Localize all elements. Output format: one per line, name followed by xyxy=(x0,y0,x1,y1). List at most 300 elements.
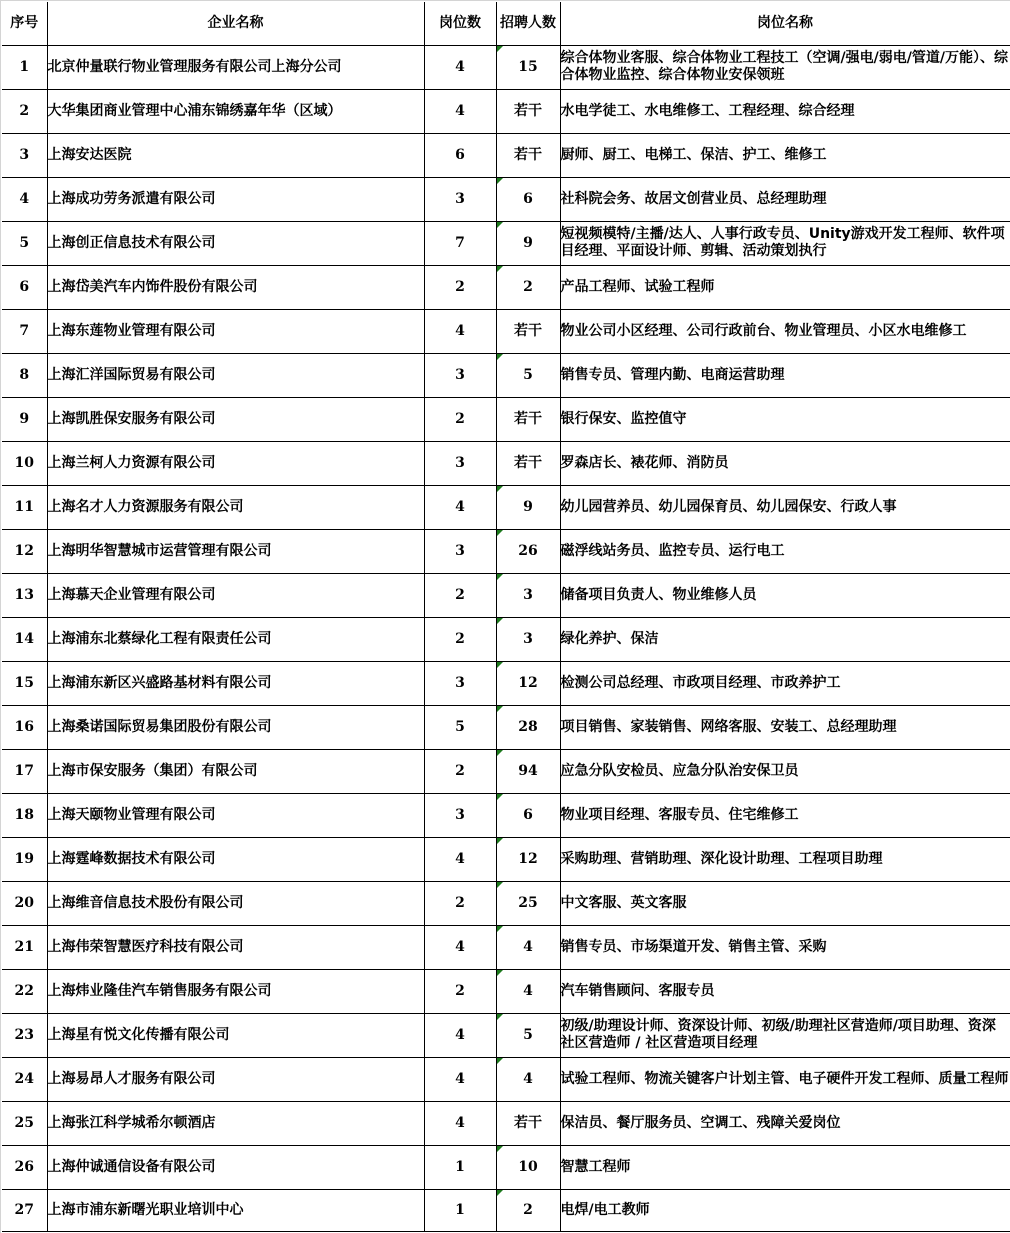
cell-job-titles[interactable] xyxy=(560,749,1010,793)
job-titles-text: 物业项目经理、客服专员、住宅维修工 xyxy=(560,806,799,823)
headcount-value: 15 xyxy=(518,58,538,75)
index-value: 26 xyxy=(14,1158,34,1175)
company-name: 北京仲量联行物业管理服务有限公司上海分公司 xyxy=(47,58,342,75)
table-row xyxy=(2,221,1010,265)
cell-comment-marker-icon xyxy=(497,794,503,800)
header-index[interactable]: 序号 xyxy=(2,2,47,45)
header-job-titles[interactable]: 岗位名称 xyxy=(560,2,1010,45)
table-row xyxy=(2,793,1010,837)
cell-headcount[interactable] xyxy=(496,353,560,397)
headcount-value: 10 xyxy=(518,1158,538,1175)
cell-company[interactable] xyxy=(47,1057,424,1101)
headcount-value: 5 xyxy=(523,1026,533,1043)
index-value: 25 xyxy=(14,1114,34,1131)
company-name: 上海星有悦文化传播有限公司 xyxy=(47,1026,230,1043)
positions-value: 2 xyxy=(455,982,465,999)
cell-job-titles[interactable] xyxy=(560,617,1010,661)
header-headcount[interactable]: 招聘人数 xyxy=(496,2,560,45)
cell-headcount[interactable] xyxy=(496,837,560,881)
cell-company[interactable] xyxy=(47,617,424,661)
positions-value: 3 xyxy=(455,542,465,559)
company-name: 上海仲诚通信设备有限公司 xyxy=(47,1158,216,1175)
job-titles-text: 汽车销售顾问、客服专员 xyxy=(560,982,715,999)
cell-headcount[interactable] xyxy=(496,661,560,705)
index-value: 9 xyxy=(19,410,30,427)
positions-value: 4 xyxy=(455,1070,465,1087)
cell-comment-marker-icon xyxy=(497,266,503,272)
cell-company[interactable] xyxy=(47,925,424,969)
cell-headcount[interactable] xyxy=(496,1145,560,1189)
cell-company[interactable] xyxy=(47,1189,424,1231)
cell-job-titles[interactable] xyxy=(560,1145,1010,1189)
index-value: 5 xyxy=(19,234,30,251)
cell-headcount[interactable] xyxy=(496,485,560,529)
job-titles-text: 初级/助理设计师、资深设计师、初级/助理社区营造师/项目助理、资深社区营造师 / 社区营造项目经理 xyxy=(560,1018,996,1051)
positions-value: 2 xyxy=(455,630,465,647)
cell-job-titles[interactable] xyxy=(560,397,1010,441)
cell-headcount[interactable] xyxy=(496,1013,560,1057)
cell-positions[interactable] xyxy=(424,837,496,881)
table-row xyxy=(2,89,1010,133)
cell-company[interactable] xyxy=(47,441,424,485)
cell-headcount[interactable] xyxy=(496,221,560,265)
cell-headcount[interactable] xyxy=(496,705,560,749)
cell-positions[interactable] xyxy=(424,309,496,353)
cell-index[interactable] xyxy=(2,353,47,397)
company-name: 上海市浦东新曙光职业培训中心 xyxy=(47,1201,244,1218)
cell-headcount[interactable] xyxy=(496,969,560,1013)
company-name: 上海岱美汽车内饰件股份有限公司 xyxy=(47,278,258,295)
cell-job-titles[interactable] xyxy=(560,177,1010,221)
cell-index[interactable] xyxy=(2,397,47,441)
company-name: 上海维音信息技术股份有限公司 xyxy=(47,894,244,911)
cell-headcount[interactable] xyxy=(496,881,560,925)
cell-headcount[interactable] xyxy=(496,793,560,837)
cell-job-titles[interactable] xyxy=(560,441,1010,485)
cell-index[interactable] xyxy=(2,89,47,133)
cell-company[interactable] xyxy=(47,221,424,265)
headcount-value: 28 xyxy=(518,718,538,735)
cell-index[interactable] xyxy=(2,705,47,749)
company-name: 上海霆峰数据技术有限公司 xyxy=(47,850,216,867)
cell-index[interactable] xyxy=(2,749,47,793)
cell-comment-marker-icon xyxy=(497,354,503,360)
job-titles-text: 试验工程师、物流关键客户计划主管、电子硬件开发工程师、质量工程师 xyxy=(560,1070,1009,1087)
positions-value: 4 xyxy=(455,1114,465,1131)
headcount-value: 6 xyxy=(523,190,533,207)
headcount-value: 3 xyxy=(523,586,533,603)
cell-positions[interactable] xyxy=(424,177,496,221)
cell-comment-marker-icon xyxy=(497,486,503,492)
index-value: 8 xyxy=(19,366,30,383)
table-row xyxy=(2,1057,1010,1101)
company-name: 上海浦东北蔡绿化工程有限责任公司 xyxy=(47,630,272,647)
cell-index[interactable] xyxy=(2,45,47,89)
company-name: 上海名才人力资源服务有限公司 xyxy=(47,498,244,515)
cell-index[interactable] xyxy=(2,177,47,221)
cell-index[interactable] xyxy=(2,441,47,485)
company-name: 上海汇洋国际贸易有限公司 xyxy=(47,366,216,383)
index-value: 12 xyxy=(14,542,34,559)
positions-value: 3 xyxy=(455,366,465,383)
positions-value: 4 xyxy=(455,1026,465,1043)
cell-company[interactable] xyxy=(47,133,424,177)
index-value: 3 xyxy=(19,146,30,163)
recruitment-table xyxy=(2,2,1010,1232)
cell-comment-marker-icon xyxy=(497,1058,503,1064)
cell-positions[interactable] xyxy=(424,441,496,485)
index-value: 2 xyxy=(19,102,30,119)
headcount-value: 若干 xyxy=(514,102,542,119)
table-row xyxy=(2,617,1010,661)
job-titles-text: 绿化养护、保洁 xyxy=(560,630,659,647)
cell-positions[interactable] xyxy=(424,925,496,969)
cell-positions[interactable] xyxy=(424,133,496,177)
table-row xyxy=(2,749,1010,793)
company-name: 上海慕天企业管理有限公司 xyxy=(47,586,216,603)
positions-value: 3 xyxy=(455,806,465,823)
positions-value: 4 xyxy=(455,498,465,515)
index-value: 14 xyxy=(14,630,34,647)
positions-value: 4 xyxy=(455,938,465,955)
table-row xyxy=(2,133,1010,177)
job-titles-text: 物业公司小区经理、公司行政前台、物业管理员、小区水电维修工 xyxy=(560,322,967,339)
headcount-value: 9 xyxy=(523,234,533,251)
cell-company[interactable] xyxy=(47,529,424,573)
cell-index[interactable] xyxy=(2,1013,47,1057)
table-row xyxy=(2,1145,1010,1189)
cell-index[interactable] xyxy=(2,881,47,925)
company-name: 上海天颐物业管理有限公司 xyxy=(47,806,216,823)
cell-job-titles[interactable] xyxy=(560,89,1010,133)
table-row xyxy=(2,573,1010,617)
headcount-value: 94 xyxy=(518,762,538,779)
positions-value: 4 xyxy=(455,58,465,75)
job-titles-text: 短视频模特/主播/达人、人事行政专员、Unity游戏开发工程师、软件项目经理、平面设计师、剪辑、活动策划执行 xyxy=(560,226,1005,259)
job-titles-text: 幼儿园营养员、幼儿园保育员、幼儿园保安、行政人事 xyxy=(560,498,897,515)
cell-job-titles[interactable] xyxy=(560,1013,1010,1057)
cell-index[interactable] xyxy=(2,925,47,969)
cell-comment-marker-icon xyxy=(497,1146,503,1152)
headcount-value: 若干 xyxy=(514,454,542,471)
index-value: 27 xyxy=(14,1201,34,1218)
cell-job-titles[interactable] xyxy=(560,705,1010,749)
cell-job-titles[interactable] xyxy=(560,265,1010,309)
table-row xyxy=(2,837,1010,881)
headcount-value: 26 xyxy=(518,542,538,559)
cell-headcount[interactable] xyxy=(496,133,560,177)
cell-company[interactable] xyxy=(47,969,424,1013)
cell-headcount[interactable] xyxy=(496,617,560,661)
cell-job-titles[interactable] xyxy=(560,793,1010,837)
company-name: 大华集团商业管理中心浦东锦绣嘉年华（区域） xyxy=(47,102,342,119)
cell-comment-marker-icon xyxy=(497,750,503,756)
job-titles-text: 项目销售、家装销售、网络客服、安装工、总经理助理 xyxy=(560,718,897,735)
job-titles-text: 中文客服、英文客服 xyxy=(560,894,687,911)
job-titles-text: 电焊/电工教师 xyxy=(560,1201,650,1218)
cell-index[interactable] xyxy=(2,133,47,177)
job-titles-text: 储备项目负责人、物业维修人员 xyxy=(560,586,757,603)
index-value: 19 xyxy=(14,850,34,867)
index-value: 1 xyxy=(19,58,30,75)
table-row xyxy=(2,397,1010,441)
cell-positions[interactable] xyxy=(424,1189,496,1231)
cell-headcount[interactable] xyxy=(496,309,560,353)
cell-headcount[interactable] xyxy=(496,265,560,309)
cell-positions[interactable] xyxy=(424,705,496,749)
positions-value: 5 xyxy=(455,718,465,735)
cell-comment-marker-icon xyxy=(497,706,503,712)
cell-job-titles[interactable] xyxy=(560,353,1010,397)
cell-index[interactable] xyxy=(2,1101,47,1145)
header-row xyxy=(2,2,1010,45)
cell-headcount[interactable] xyxy=(496,89,560,133)
cell-company[interactable] xyxy=(47,45,424,89)
table-row xyxy=(2,705,1010,749)
cell-job-titles[interactable] xyxy=(560,1057,1010,1101)
index-value: 7 xyxy=(19,322,30,339)
cell-index[interactable] xyxy=(2,793,47,837)
cell-job-titles[interactable] xyxy=(560,309,1010,353)
cell-comment-marker-icon xyxy=(497,838,503,844)
cell-positions[interactable] xyxy=(424,265,496,309)
cell-company[interactable] xyxy=(47,749,424,793)
cell-company[interactable] xyxy=(47,485,424,529)
cell-company[interactable] xyxy=(47,1145,424,1189)
company-name: 上海浦东新区兴盛路基材料有限公司 xyxy=(47,674,272,691)
cell-company[interactable] xyxy=(47,705,424,749)
cell-headcount[interactable] xyxy=(496,1057,560,1101)
cell-headcount[interactable] xyxy=(496,1101,560,1145)
cell-job-titles[interactable] xyxy=(560,1189,1010,1231)
table-row xyxy=(2,265,1010,309)
table-row xyxy=(2,881,1010,925)
job-titles-text: 销售专员、管理内勤、电商运营助理 xyxy=(560,366,785,383)
header-positions[interactable]: 岗位数 xyxy=(424,2,496,45)
cell-index[interactable] xyxy=(2,1145,47,1189)
cell-positions[interactable] xyxy=(424,221,496,265)
cell-headcount[interactable] xyxy=(496,529,560,573)
job-titles-text: 厨师、厨工、电梯工、保洁、护工、维修工 xyxy=(560,146,827,163)
company-name: 上海桑诺国际贸易集团股份有限公司 xyxy=(47,718,272,735)
cell-comment-marker-icon xyxy=(497,662,503,668)
cell-comment-marker-icon xyxy=(497,46,503,52)
positions-value: 4 xyxy=(455,102,465,119)
cell-positions[interactable] xyxy=(424,661,496,705)
cell-job-titles[interactable] xyxy=(560,221,1010,265)
index-value: 21 xyxy=(14,938,34,955)
cell-positions[interactable] xyxy=(424,793,496,837)
cell-job-titles[interactable] xyxy=(560,1101,1010,1145)
cell-index[interactable] xyxy=(2,309,47,353)
job-titles-text: 采购助理、营销助理、深化设计助理、工程项目助理 xyxy=(560,850,883,867)
table-row xyxy=(2,441,1010,485)
header-company[interactable]: 企业名称 xyxy=(47,2,424,45)
cell-comment-marker-icon xyxy=(497,926,503,932)
job-titles-text: 磁浮线站务员、监控专员、运行电工 xyxy=(560,542,785,559)
cell-positions[interactable] xyxy=(424,573,496,617)
cell-company[interactable] xyxy=(47,309,424,353)
table-row xyxy=(2,1013,1010,1057)
positions-value: 2 xyxy=(455,586,465,603)
cell-headcount[interactable] xyxy=(496,397,560,441)
headcount-value: 12 xyxy=(518,850,538,867)
cell-job-titles[interactable] xyxy=(560,837,1010,881)
cell-company[interactable] xyxy=(47,1013,424,1057)
cell-index[interactable] xyxy=(2,661,47,705)
job-titles-text: 产品工程师、试验工程师 xyxy=(560,278,715,295)
cell-positions[interactable] xyxy=(424,617,496,661)
index-value: 15 xyxy=(14,674,34,691)
job-titles-text: 水电学徒工、水电维修工、工程经理、综合经理 xyxy=(560,102,855,119)
cell-company[interactable] xyxy=(47,793,424,837)
cell-headcount[interactable] xyxy=(496,573,560,617)
job-titles-text: 银行保安、监控值守 xyxy=(560,410,687,427)
positions-value: 2 xyxy=(455,762,465,779)
cell-index[interactable] xyxy=(2,485,47,529)
company-name: 上海创正信息技术有限公司 xyxy=(47,234,216,251)
positions-value: 4 xyxy=(455,850,465,867)
cell-company[interactable] xyxy=(47,265,424,309)
job-titles-text: 保洁员、餐厅服务员、空调工、残障关爱岗位 xyxy=(560,1114,841,1131)
cell-index[interactable] xyxy=(2,969,47,1013)
cell-positions[interactable] xyxy=(424,397,496,441)
cell-job-titles[interactable] xyxy=(560,925,1010,969)
headcount-value: 2 xyxy=(523,278,533,295)
cell-comment-marker-icon xyxy=(497,574,503,580)
company-name: 上海安达医院 xyxy=(47,146,132,163)
positions-value: 4 xyxy=(455,322,465,339)
cell-comment-marker-icon xyxy=(497,1014,503,1020)
company-name: 上海东莲物业管理有限公司 xyxy=(47,322,216,339)
cell-comment-marker-icon xyxy=(497,178,503,184)
positions-value: 3 xyxy=(455,190,465,207)
headcount-value: 4 xyxy=(523,938,533,955)
headcount-value: 12 xyxy=(518,674,538,691)
index-value: 17 xyxy=(14,762,34,779)
job-titles-text: 智慧工程师 xyxy=(560,1158,631,1175)
cell-comment-marker-icon xyxy=(497,1190,503,1196)
table-row xyxy=(2,661,1010,705)
positions-value: 3 xyxy=(455,454,465,471)
index-value: 23 xyxy=(14,1026,34,1043)
cell-index[interactable] xyxy=(2,837,47,881)
cell-positions[interactable] xyxy=(424,749,496,793)
cell-job-titles[interactable] xyxy=(560,529,1010,573)
cell-positions[interactable] xyxy=(424,89,496,133)
headcount-value: 若干 xyxy=(514,322,542,339)
cell-comment-marker-icon xyxy=(497,618,503,624)
cell-comment-marker-icon xyxy=(497,970,503,976)
cell-headcount[interactable] xyxy=(496,749,560,793)
table-row xyxy=(2,969,1010,1013)
company-name: 上海易昂人才服务有限公司 xyxy=(47,1070,216,1087)
cell-company[interactable] xyxy=(47,573,424,617)
table-row xyxy=(2,925,1010,969)
cell-positions[interactable] xyxy=(424,1013,496,1057)
index-value: 24 xyxy=(14,1070,34,1087)
index-value: 16 xyxy=(14,718,34,735)
cell-company[interactable] xyxy=(47,89,424,133)
positions-value: 3 xyxy=(455,674,465,691)
cell-job-titles[interactable] xyxy=(560,969,1010,1013)
cell-headcount[interactable] xyxy=(496,45,560,89)
job-titles-text: 检测公司总经理、市政项目经理、市政养护工 xyxy=(560,674,841,691)
table-row xyxy=(2,485,1010,529)
positions-value: 1 xyxy=(455,1201,465,1218)
cell-index[interactable] xyxy=(2,221,47,265)
positions-value: 1 xyxy=(455,1158,465,1175)
cell-positions[interactable] xyxy=(424,1145,496,1189)
company-name: 上海市保安服务（集团）有限公司 xyxy=(47,762,258,779)
cell-positions[interactable] xyxy=(424,353,496,397)
cell-headcount[interactable] xyxy=(496,925,560,969)
job-titles-text: 罗森店长、裱花师、消防员 xyxy=(560,454,729,471)
cell-company[interactable] xyxy=(47,177,424,221)
job-titles-text: 综合体物业客服、综合体物业工程技工（空调/强电/弱电/管道/万能）、综合体物业监控、综合体物业安保领班 xyxy=(560,50,1008,83)
cell-job-titles[interactable] xyxy=(560,573,1010,617)
headcount-value: 25 xyxy=(518,894,538,911)
cell-index[interactable] xyxy=(2,1189,47,1231)
cell-index[interactable] xyxy=(2,1057,47,1101)
cell-headcount[interactable] xyxy=(496,441,560,485)
cell-positions[interactable] xyxy=(424,45,496,89)
cell-index[interactable] xyxy=(2,265,47,309)
cell-headcount[interactable] xyxy=(496,177,560,221)
headcount-value: 3 xyxy=(523,630,533,647)
company-name: 上海炜业隆佳汽车销售服务有限公司 xyxy=(47,982,272,999)
index-value: 13 xyxy=(14,586,34,603)
positions-value: 7 xyxy=(455,234,465,251)
positions-value: 2 xyxy=(455,410,465,427)
cell-index[interactable] xyxy=(2,617,47,661)
headcount-value: 9 xyxy=(523,498,533,515)
cell-company[interactable] xyxy=(47,397,424,441)
index-value: 20 xyxy=(14,894,34,911)
cell-job-titles[interactable] xyxy=(560,661,1010,705)
cell-index[interactable] xyxy=(2,573,47,617)
cell-job-titles[interactable] xyxy=(560,881,1010,925)
cell-index[interactable] xyxy=(2,529,47,573)
headcount-value: 若干 xyxy=(514,410,542,427)
cell-job-titles[interactable] xyxy=(560,133,1010,177)
company-name: 上海兰柯人力资源有限公司 xyxy=(47,454,216,471)
cell-company[interactable] xyxy=(47,661,424,705)
headcount-value: 若干 xyxy=(514,1114,542,1131)
headcount-value: 6 xyxy=(523,806,533,823)
cell-headcount[interactable] xyxy=(496,1189,560,1231)
cell-positions[interactable] xyxy=(424,1101,496,1145)
cell-company[interactable] xyxy=(47,837,424,881)
cell-comment-marker-icon xyxy=(497,882,503,888)
cell-positions[interactable] xyxy=(424,485,496,529)
cell-company[interactable] xyxy=(47,1101,424,1145)
index-value: 18 xyxy=(14,806,34,823)
cell-positions[interactable] xyxy=(424,529,496,573)
cell-company[interactable] xyxy=(47,353,424,397)
cell-positions[interactable] xyxy=(424,881,496,925)
cell-job-titles[interactable] xyxy=(560,485,1010,529)
company-name: 上海明华智慧城市运营管理有限公司 xyxy=(47,542,272,559)
cell-positions[interactable] xyxy=(424,1057,496,1101)
cell-job-titles[interactable] xyxy=(560,45,1010,89)
positions-value: 6 xyxy=(455,146,465,163)
company-name: 上海张江科学城希尔顿酒店 xyxy=(47,1114,216,1131)
headcount-value: 2 xyxy=(523,1201,533,1218)
cell-positions[interactable] xyxy=(424,969,496,1013)
job-titles-text: 社科院会务、故居文创营业员、总经理助理 xyxy=(560,190,827,207)
cell-company[interactable] xyxy=(47,881,424,925)
